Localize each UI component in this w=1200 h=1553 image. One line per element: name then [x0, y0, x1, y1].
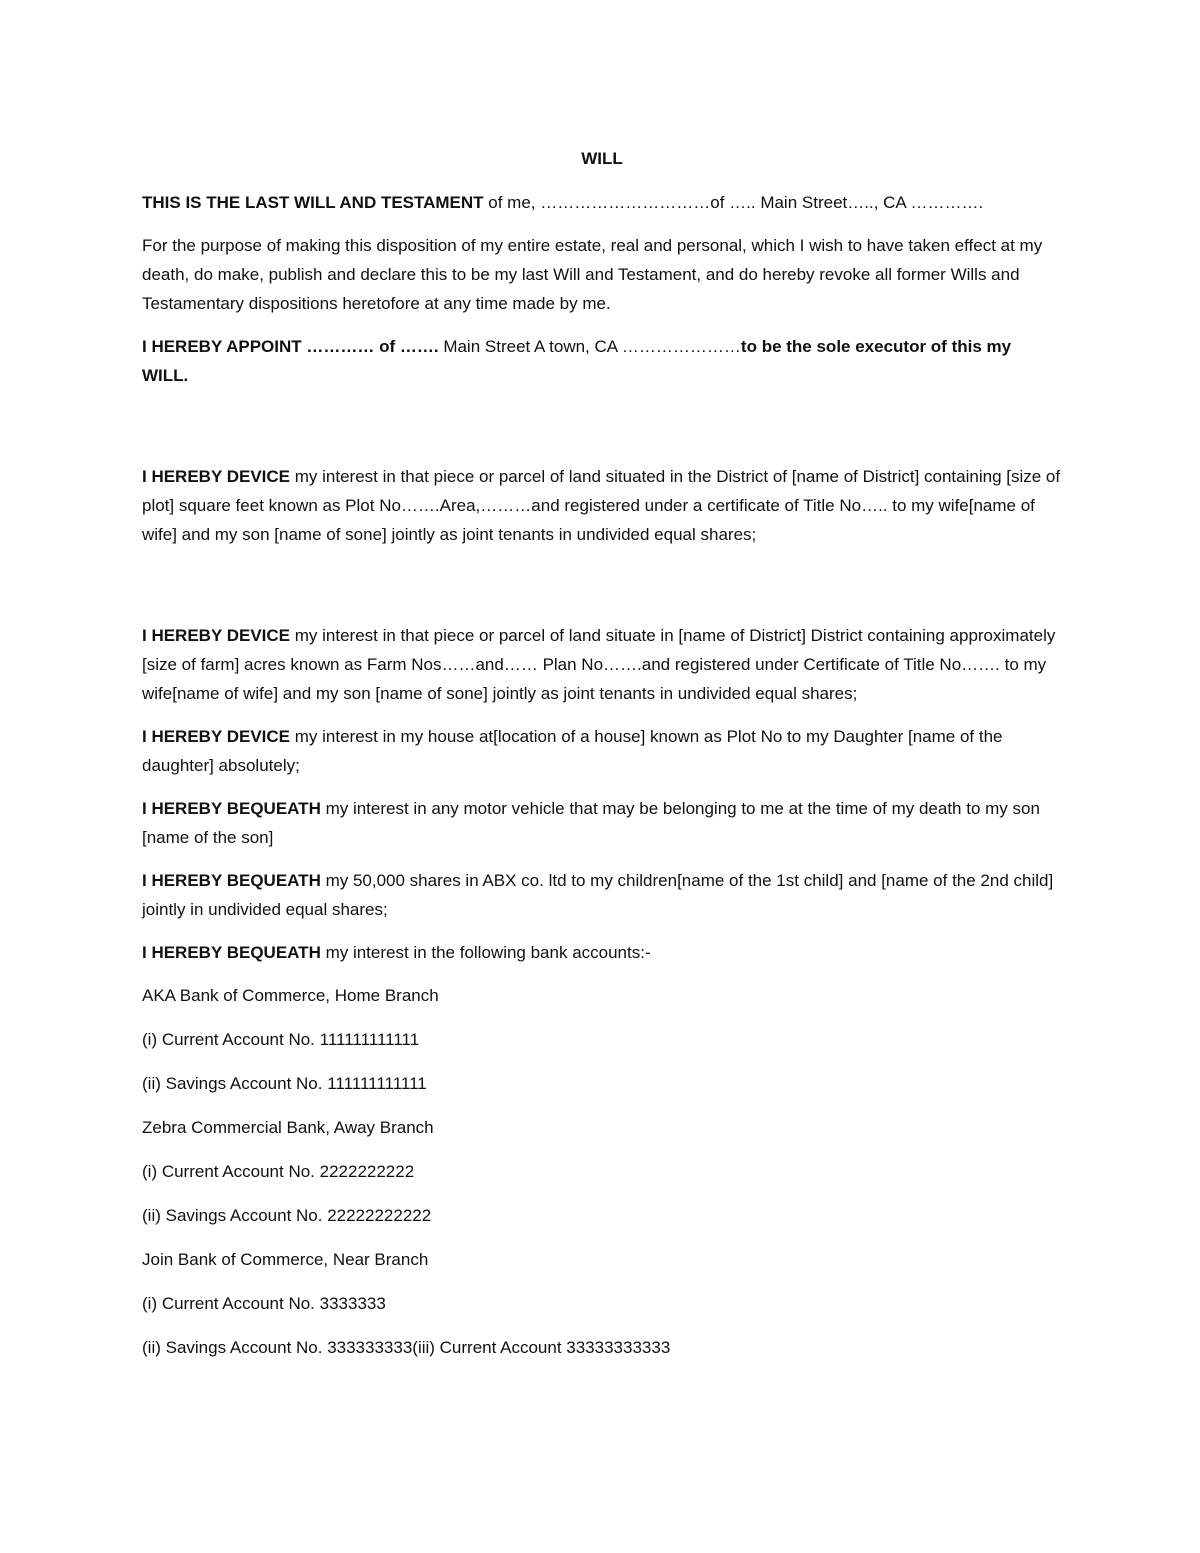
device-text-2: my interest in that piece or parcel of land situate in [name of District] District containing approximately [size of farm] acres known as Farm Nos……and…… Plan No…….and registered under Certificate of Title No……. to my wife[name of wife] and my son [name of sone] jointly as joint tenants in undivided equal shares; [142, 626, 1056, 703]
bank-name-zebra: Zebra Commercial Bank, Away Branch [142, 1118, 434, 1137]
device-lead-1: I HEREBY DEVICE [142, 467, 291, 486]
spacer [142, 404, 1062, 462]
device-paragraph-3 [142, 722, 1062, 780]
bequeath-text-1: my interest in any motor vehicle that may be belonging to me at the time of my death to my son [name of the son] [142, 799, 1040, 847]
device-text-1: my interest in that piece or parcel of land situated in the District of [name of District] containing [size of plot] square feet known as Plot No…….Area,………and registered under a certificate of Title No….. to my wife[name of wife] and my son [name of sone] jointly as joint tenants in undivided equal shares; [142, 467, 1061, 544]
bequeath-paragraph-1 [142, 794, 1062, 852]
appoint-lead: I HEREBY APPOINT ………… of ……. [142, 337, 439, 356]
account-line: (ii) Savings Account No. 111111111111 [142, 1074, 427, 1093]
device-paragraph-2 [142, 621, 1062, 708]
spacer [142, 563, 1062, 621]
appoint-text: Main Street A town, CA ………………… [438, 337, 741, 356]
bequeath-text-2: my 50,000 shares in ABX co. ltd to my children[name of the 1st child] and [name of the 2nd child] jointly in undivided equal shares; [142, 871, 1054, 919]
bank-name-aka: AKA Bank of Commerce, Home Branch [142, 986, 439, 1005]
bequeath-lead-3: I HEREBY BEQUEATH [142, 943, 321, 962]
bequeath-text-3: my interest in the following bank accounts:- [320, 943, 651, 962]
account-line: (ii) Savings Account No. 333333333(iii) Current Account 33333333333 [142, 1338, 671, 1357]
intro-text: of me, …………………………of ….. Main Street….., CA …………. [483, 193, 984, 212]
account-line: (i) Current Account No. 3333333 [142, 1294, 386, 1313]
device-lead-2: I HEREBY DEVICE [142, 626, 291, 645]
device-paragraph-1 [142, 462, 1062, 549]
bequeath-lead-2: I HEREBY BEQUEATH [142, 871, 321, 890]
document-title: WILL [581, 149, 623, 168]
document-page [142, 144, 1062, 1377]
appoint-paragraph [142, 332, 1062, 390]
intro-lead: THIS IS THE LAST WILL AND TESTAMENT [142, 193, 484, 212]
account-line: (ii) Savings Account No. 22222222222 [142, 1206, 432, 1225]
intro-paragraph [142, 188, 1062, 217]
device-text-3: my interest in my house at[location of a house] known as Plot No to my Daughter [name of the daughter] absolutely; [142, 727, 1003, 775]
bequeath-paragraph-2 [142, 866, 1062, 924]
account-line: (i) Current Account No. 111111111111 [142, 1030, 420, 1049]
purpose-paragraph: For the purpose of making this disposition of my entire estate, real and personal, which I wish to have taken effect at my death, do make, publish and declare this to be my last Will and Testament, and do hereby revoke all former Wills and Testamentary dispositions heretofore at any time made by me. [142, 236, 1043, 313]
device-lead-3: I HEREBY DEVICE [142, 727, 291, 746]
bequeath-paragraph-3 [142, 938, 1062, 967]
bequeath-lead-1: I HEREBY BEQUEATH [142, 799, 321, 818]
account-line: (i) Current Account No. 2222222222 [142, 1162, 415, 1181]
bank-name-join: Join Bank of Commerce, Near Branch [142, 1250, 429, 1269]
appoint-tail: to be the sole executor of this my WILL. [142, 337, 1012, 385]
